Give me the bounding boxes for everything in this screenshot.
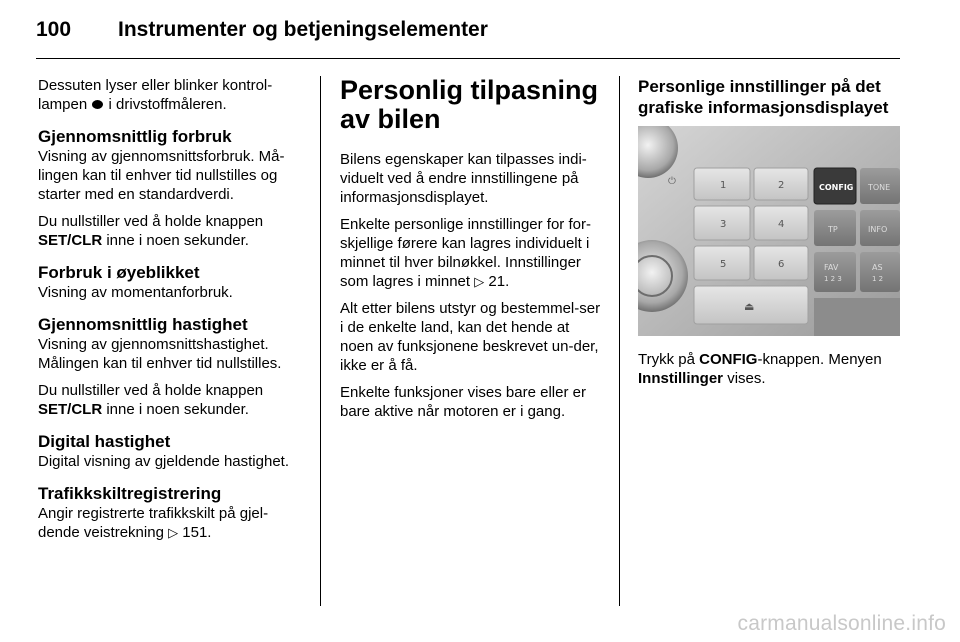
section-instant-consumption: Forbruk i øyeblikket Visning av momentanforbruk.: [38, 262, 308, 302]
control-panel-photo: [638, 126, 900, 336]
svg-text:1: 1: [720, 180, 727, 191]
svg-text:3: 3: [720, 219, 727, 230]
svg-text:TP: TP: [828, 225, 838, 234]
section-heading: Gjennomsnittlig forbruk: [38, 127, 232, 146]
column-1: [38, 76, 308, 550]
eject-icon: ⏏: [744, 300, 755, 313]
svg-text:AS: AS: [872, 263, 883, 272]
section-title: Personlig tilpasning av bilen: [340, 75, 599, 134]
as-button[interactable]: [860, 252, 900, 292]
section-heading: Trafikkskiltregistrering: [38, 484, 222, 503]
set-clr-label: SET/CLR: [38, 401, 103, 418]
svg-text:FAV: FAV: [824, 263, 839, 272]
svg-text:4: 4: [778, 219, 785, 230]
page-reference[interactable]: 21.: [488, 273, 510, 290]
page-number: 100: [36, 18, 72, 41]
power-icon: ⏻: [668, 176, 676, 187]
column-2: Personlig tilpasning av bilen Bilens egenskaper kan tilpasses indi-viduelt ved å endre innstillingene på informasjonsdisplayet. Enkelte personlige innstillinger for for-skjellige førere kan lagres individuelt i minnet til hver bilnøkkel. Innstillinger som lagres i minnet ▷ 21. Alt etter bilens utstyr og bestemmel-ser i de enkelte land, kan det hende at noen av funksjonene beskrevet un-der, ikke er å få. Enkelte funksjoner vises bare eller er bare aktive når motoren er i gang.: [340, 76, 606, 429]
section-traffic-sign: Trafikkskiltregistrering Angir registrerte trafikkskilt på gjel-dende veistrekning ▷ 151.: [38, 483, 308, 542]
section-average-consumption: Gjennomsnittlig forbruk Visning av gjennomsnittsforbruk. Må-lingen kan til enhver tid nullstilles og starter med en standardverdi. Du nullstiller ved å holde knappen SET/CLR inne i noen sekunder.: [38, 126, 308, 250]
reference-arrow-icon: ▷: [168, 525, 179, 540]
svg-text:INFO: INFO: [868, 225, 888, 234]
svg-text:2: 2: [778, 180, 785, 191]
section-title: Personlige innstillinger på det grafiske informasjonsdisplayet: [638, 77, 889, 117]
svg-text:5: 5: [720, 259, 727, 270]
config-label: CONFIG: [699, 351, 758, 368]
section-digital-speed: Digital hastighet Digital visning av gjeldende hastighet.: [38, 431, 308, 471]
section-heading: Gjennomsnittlig hastighet: [38, 315, 248, 334]
column-3: Personlige innstillinger på det grafiske informasjonsdisplayet ⏻ 1 2 3 4 5 6 ⏏ CONFIG TONE TP INFO FAV 1 2 3 AS 1 2 Trykk på CONFIG-knappen. Menyen Innstillinger vises.: [638, 76, 904, 396]
svg-text:1 2: 1 2: [872, 275, 884, 283]
svg-text:6: 6: [778, 259, 785, 270]
watermark: carmanualsonline.info: [737, 612, 946, 635]
column-divider-2: [619, 76, 620, 606]
header-divider: [36, 58, 900, 59]
reference-arrow-icon: ▷: [474, 274, 485, 289]
fuel-lamp-icon: [92, 100, 103, 109]
intro-paragraph: Dessuten lyser eller blinker kontrol-lampen i drivstoffmåleren.: [38, 77, 273, 113]
svg-text:TONE: TONE: [868, 183, 891, 192]
page-header: [36, 12, 926, 52]
page-reference[interactable]: 151.: [182, 524, 212, 541]
section-heading: Digital hastighet: [38, 432, 171, 451]
section-average-speed: Gjennomsnittlig hastighet Visning av gjennomsnittshastighet. Målingen kan til enhver tid nullstilles. Du nullstiller ved å holde knappen SET/CLR inne i noen sekunder.: [38, 314, 308, 419]
settings-label: Innstillinger: [638, 370, 724, 387]
fav-button[interactable]: [814, 252, 856, 292]
set-clr-label: SET/CLR: [38, 232, 103, 249]
chapter-title: Instrumenter og betjeningselementer: [118, 18, 488, 41]
svg-text:CONFIG: CONFIG: [819, 183, 854, 192]
panel-lower-trim: [814, 298, 900, 336]
svg-text:1 2 3: 1 2 3: [824, 275, 842, 283]
column-divider-1: [320, 76, 321, 606]
section-heading: Forbruk i øyeblikket: [38, 263, 200, 282]
